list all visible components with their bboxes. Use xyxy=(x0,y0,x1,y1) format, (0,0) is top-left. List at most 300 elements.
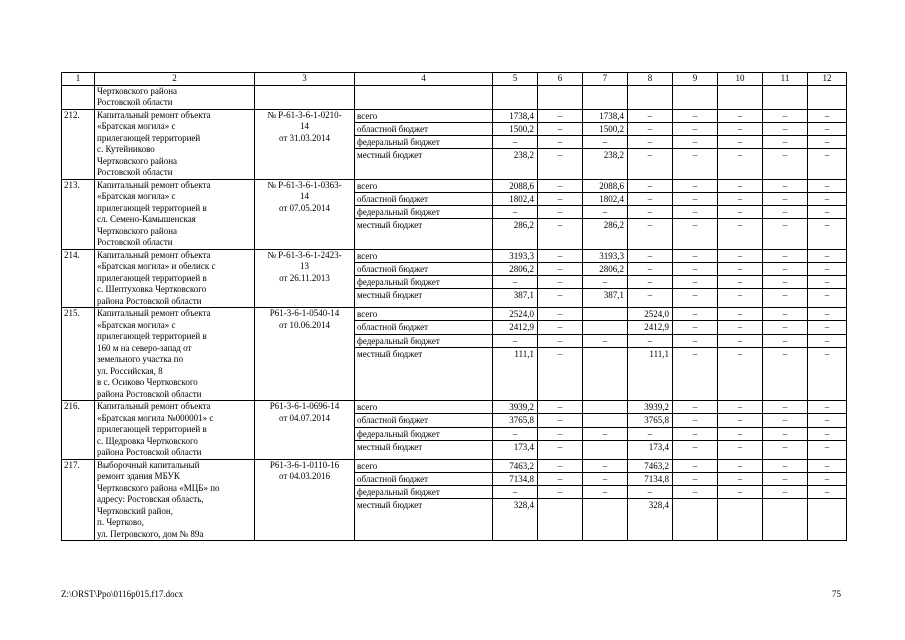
header-row xyxy=(62,73,847,86)
amount-value: – xyxy=(763,347,807,360)
amount-value: – xyxy=(763,262,807,275)
amount-value xyxy=(583,320,627,333)
header-cell: 9 xyxy=(673,73,718,86)
amount-value: – xyxy=(763,413,807,426)
header-cell: 6 xyxy=(538,73,583,86)
amount-value: – xyxy=(808,440,846,453)
header-cell: 3 xyxy=(255,73,355,86)
amount-value: – xyxy=(763,275,807,288)
amount-value: 173,4 xyxy=(493,440,537,453)
amount-value: 7463,2 xyxy=(509,460,534,471)
document-line: № Р-61-3-6-1-2423- xyxy=(267,249,342,260)
amount-cell xyxy=(673,249,718,308)
amount-cell xyxy=(583,179,628,249)
amount-cell xyxy=(808,401,847,460)
amount-value: – xyxy=(808,192,846,205)
amount-value: – xyxy=(808,427,846,440)
budget-label: всего xyxy=(357,250,378,261)
amount-value: – xyxy=(763,485,807,498)
amount-value: – xyxy=(538,218,582,231)
amount-value: – xyxy=(692,250,698,261)
amount-cell xyxy=(538,249,583,308)
amount-value: – xyxy=(628,288,672,301)
object-name-line: Капитальный ремонт объекта xyxy=(97,401,211,411)
object-name-line: прилегающей территорией xyxy=(97,132,201,143)
row-number-cell: 213. xyxy=(62,179,95,249)
amount-cell xyxy=(718,401,763,460)
amount-value: – xyxy=(673,122,717,135)
object-name-line: 160 м на северо-запад от xyxy=(97,342,192,353)
amount-cell xyxy=(538,109,583,179)
budget-label: областной бюджет xyxy=(355,472,492,485)
amount-value: – xyxy=(782,460,788,471)
document-cell xyxy=(255,308,355,401)
amount-cell xyxy=(808,308,847,401)
document-line: Р61-3-6-1-0696-14 xyxy=(269,401,340,411)
amount-value: – xyxy=(763,334,807,347)
object-name-line: Капитальный ремонт объекта xyxy=(97,179,211,190)
amount-cell xyxy=(718,179,763,249)
amount-value xyxy=(583,347,627,360)
amount-cell xyxy=(628,249,673,308)
amount-value: – xyxy=(763,288,807,301)
budget-label: областной бюджет xyxy=(355,192,492,205)
amount-value: – xyxy=(718,472,762,485)
header-cell: 4 xyxy=(355,73,493,86)
amount-value: – xyxy=(628,135,672,148)
amount-value: – xyxy=(628,218,672,231)
amount-value: 3939,2 xyxy=(509,402,534,412)
amount-value: 173,4 xyxy=(628,440,672,453)
object-name-line: Ростовской области xyxy=(97,237,173,247)
row-number-cell: 217. xyxy=(62,459,95,541)
amount-value: – xyxy=(673,192,717,205)
amount-cell xyxy=(628,459,673,541)
amount-value: – xyxy=(628,205,672,218)
empty-cell xyxy=(255,85,355,109)
amount-value: – xyxy=(782,402,788,412)
amount-value: 286,2 xyxy=(583,218,627,231)
page-number: 75 xyxy=(832,589,841,599)
amount-value: – xyxy=(763,472,807,485)
amount-value: 2412,9 xyxy=(628,320,672,333)
amount-value: – xyxy=(538,135,582,148)
amount-value: – xyxy=(673,205,717,218)
amount-value xyxy=(763,498,807,511)
amount-cell xyxy=(673,179,718,249)
amount-cell xyxy=(583,308,628,401)
amount-cell xyxy=(718,459,763,541)
object-name-line: Выборочный капитальный xyxy=(97,459,200,470)
amount-value: 286,2 xyxy=(493,218,537,231)
amount-value: 2088,6 xyxy=(599,180,624,191)
budget-label: местный бюджет xyxy=(355,148,492,161)
amount-value: – xyxy=(718,275,762,288)
amount-value: – xyxy=(718,413,762,426)
amount-value: – xyxy=(628,262,672,275)
budget-label: всего xyxy=(357,110,378,121)
object-name-cell xyxy=(95,179,255,249)
amount-cell xyxy=(673,459,718,541)
amount-value: – xyxy=(673,135,717,148)
amount-value: 328,4 xyxy=(628,498,672,511)
budget-cell xyxy=(355,179,493,249)
amount-cell xyxy=(493,179,538,249)
amount-value: – xyxy=(538,192,582,205)
budget-label: местный бюджет xyxy=(355,218,492,231)
amount-value: – xyxy=(673,275,717,288)
amount-value: – xyxy=(538,148,582,161)
amount-cell xyxy=(628,308,673,401)
empty-cell xyxy=(763,85,808,109)
amount-value: – xyxy=(718,262,762,275)
object-name-line: прилегающей территорией в xyxy=(97,202,207,213)
amount-value: 2806,2 xyxy=(493,262,537,275)
amount-value: – xyxy=(538,320,582,333)
amount-value: 1802,4 xyxy=(493,192,537,205)
amount-value xyxy=(583,498,627,511)
amount-value: – xyxy=(808,275,846,288)
amount-cell xyxy=(673,308,718,401)
budget-label: областной бюджет xyxy=(355,320,492,333)
document-line: от 31.03.2014 xyxy=(278,132,331,143)
header-cell: 1 xyxy=(62,73,95,86)
amount-value: – xyxy=(808,288,846,301)
table-row xyxy=(62,249,847,308)
amount-cell xyxy=(628,179,673,249)
amount-value: – xyxy=(718,288,762,301)
object-name-line: Капитальный ремонт объекта xyxy=(97,249,211,260)
amount-value xyxy=(583,308,627,320)
empty-cell xyxy=(583,85,628,109)
document-cell xyxy=(255,179,355,249)
amount-value: – xyxy=(692,110,698,121)
amount-value: 1500,2 xyxy=(493,122,537,135)
empty-cell xyxy=(62,85,95,109)
amount-value: – xyxy=(538,413,582,426)
amount-value: – xyxy=(583,472,627,485)
amount-value: – xyxy=(782,110,788,121)
amount-value xyxy=(583,401,627,413)
document-line: № Р-61-3-6-1-0210- xyxy=(267,109,342,120)
amount-cell xyxy=(583,109,628,179)
object-name-cell xyxy=(95,249,255,308)
amount-value: 238,2 xyxy=(493,148,537,161)
amount-value: 7134,8 xyxy=(493,472,537,485)
object-name-cell xyxy=(95,308,255,401)
object-name-line: с. Кутейниково xyxy=(97,144,155,154)
amount-value: – xyxy=(718,122,762,135)
amount-value: – xyxy=(692,309,698,319)
empty-cell xyxy=(538,85,583,109)
table-row xyxy=(62,109,847,179)
amount-value xyxy=(718,498,762,511)
amount-value: – xyxy=(808,334,846,347)
amount-value: – xyxy=(763,218,807,231)
amount-value: – xyxy=(647,180,653,191)
amount-value: – xyxy=(763,427,807,440)
amount-value: – xyxy=(538,347,582,360)
amount-value: – xyxy=(538,275,582,288)
amount-value: 1738,4 xyxy=(599,110,624,121)
amount-value: 2524,0 xyxy=(644,309,669,319)
object-name-line: района Ростовской области xyxy=(97,388,202,399)
amount-cell xyxy=(538,401,583,460)
amount-cell xyxy=(763,109,808,179)
amount-value: – xyxy=(673,413,717,426)
continuation-row xyxy=(62,85,847,109)
empty-cell xyxy=(808,85,847,109)
amount-value xyxy=(583,440,627,453)
budget-cell xyxy=(355,109,493,179)
data-table xyxy=(61,72,847,541)
amount-value: – xyxy=(763,440,807,453)
amount-value: – xyxy=(538,334,582,347)
amount-value: – xyxy=(673,472,717,485)
amount-value: – xyxy=(763,135,807,148)
amount-value: – xyxy=(737,250,743,261)
object-name-line: сл. Семено-Камышенская xyxy=(97,214,196,224)
amount-value: 3193,3 xyxy=(509,250,534,261)
amount-value: – xyxy=(493,334,537,347)
amount-value: – xyxy=(763,148,807,161)
continuation-name-cell xyxy=(95,85,255,109)
amount-value: – xyxy=(718,440,762,453)
amount-cell xyxy=(583,401,628,460)
empty-cell xyxy=(355,85,493,109)
amount-value: – xyxy=(808,122,846,135)
amount-value: – xyxy=(493,427,537,440)
header-cell: 11 xyxy=(763,73,808,86)
budget-label: федеральный бюджет xyxy=(355,485,492,498)
document-line: от 04.03.2016 xyxy=(278,471,331,481)
amount-value: – xyxy=(824,250,830,261)
table-row xyxy=(62,179,847,249)
amount-value: – xyxy=(538,262,582,275)
amount-cell xyxy=(808,179,847,249)
document-line: Р61-3-6-1-0540-14 xyxy=(269,308,340,318)
budget-label: всего xyxy=(357,180,378,191)
amount-cell xyxy=(493,459,538,541)
amount-value: – xyxy=(782,180,788,191)
amount-value: 3765,8 xyxy=(628,413,672,426)
header-cell: 8 xyxy=(628,73,673,86)
header-cell: 5 xyxy=(493,73,538,86)
object-name-line: ул. Петровского, дом № 89а xyxy=(97,528,204,539)
amount-cell xyxy=(493,109,538,179)
amount-cell xyxy=(493,401,538,460)
amount-value: – xyxy=(763,320,807,333)
object-name-line: земельного участка по xyxy=(97,354,184,364)
amount-value: 2524,0 xyxy=(509,309,534,319)
amount-value: 3193,3 xyxy=(599,250,624,261)
row-number-cell: 216. xyxy=(62,401,95,460)
document-line: 13 xyxy=(300,261,309,271)
empty-cell xyxy=(493,85,538,109)
amount-cell xyxy=(628,109,673,179)
object-name-line: Чертковского района xyxy=(97,225,178,236)
amount-value xyxy=(583,413,627,426)
amount-value: – xyxy=(602,460,608,471)
amount-cell xyxy=(808,109,847,179)
amount-value: – xyxy=(824,180,830,191)
budget-cell xyxy=(355,401,493,460)
amount-value: 2088,6 xyxy=(509,180,534,191)
amount-value: – xyxy=(628,122,672,135)
amount-cell xyxy=(538,308,583,401)
header-cell: 2 xyxy=(95,73,255,86)
document-line: от 26.11.2013 xyxy=(279,272,330,283)
amount-value: – xyxy=(557,309,563,319)
amount-value xyxy=(808,498,846,511)
amount-value: – xyxy=(808,472,846,485)
amount-value: – xyxy=(538,205,582,218)
object-name-line: ремонт здания МБУК xyxy=(97,471,180,481)
amount-value: – xyxy=(583,485,627,498)
amount-value: – xyxy=(493,275,537,288)
amount-value: 2806,2 xyxy=(583,262,627,275)
object-name-line: «Братская могила №000001» с xyxy=(97,412,214,423)
amount-value: – xyxy=(493,205,537,218)
amount-value: – xyxy=(737,180,743,191)
table-row xyxy=(62,459,847,541)
object-name-line: Ростовской области xyxy=(97,167,173,177)
amount-value: – xyxy=(718,320,762,333)
header-cell: 10 xyxy=(718,73,763,86)
amount-cell xyxy=(538,179,583,249)
amount-value: – xyxy=(673,288,717,301)
amount-value: – xyxy=(824,460,830,471)
object-name-cell xyxy=(95,401,255,460)
continuation-line: Чертковского района xyxy=(97,85,178,96)
document-line: от 04.07.2014 xyxy=(278,412,331,423)
budget-cell xyxy=(355,459,493,541)
amount-value: – xyxy=(718,485,762,498)
amount-value: – xyxy=(718,334,762,347)
amount-value: – xyxy=(824,402,830,412)
object-name-line: в с. Осиково Чертковского xyxy=(97,377,198,387)
object-name-line: п. Чертково, xyxy=(97,517,144,527)
object-name-line: Чертковского района «МЦБ» по xyxy=(97,482,220,493)
amount-value: – xyxy=(538,122,582,135)
header-cell: 7 xyxy=(583,73,628,86)
amount-value: – xyxy=(692,460,698,471)
amount-value: – xyxy=(628,148,672,161)
object-name-line: Чертковский район, xyxy=(97,505,173,516)
amount-value: – xyxy=(557,180,563,191)
amount-value: 111,1 xyxy=(493,347,537,360)
amount-cell xyxy=(628,401,673,460)
amount-value: – xyxy=(782,250,788,261)
budget-label: федеральный бюджет xyxy=(355,334,492,347)
amount-value: – xyxy=(824,110,830,121)
amount-value: – xyxy=(782,309,788,319)
empty-cell xyxy=(718,85,763,109)
amount-value: – xyxy=(538,440,582,453)
object-name-line: Чертковского района xyxy=(97,155,178,166)
document-cell xyxy=(255,401,355,460)
amount-value: 328,4 xyxy=(493,498,537,511)
amount-value: – xyxy=(673,427,717,440)
file-path: Z:\ORST\Ppo\0116p015.f17.docx xyxy=(61,589,184,599)
amount-cell xyxy=(493,249,538,308)
amount-value: – xyxy=(673,262,717,275)
budget-cell xyxy=(355,249,493,308)
object-name-line: района Ростовской области xyxy=(97,447,202,457)
object-name-line: Капитальный ремонт объекта xyxy=(97,308,211,318)
amount-value: – xyxy=(718,148,762,161)
amount-value: – xyxy=(692,180,698,191)
budget-label: областной бюджет xyxy=(355,413,492,426)
amount-value: 3939,2 xyxy=(644,402,669,412)
amount-value: – xyxy=(673,485,717,498)
amount-cell xyxy=(763,179,808,249)
amount-value: – xyxy=(557,110,563,121)
amount-value: – xyxy=(737,309,743,319)
amount-cell xyxy=(583,249,628,308)
budget-label: федеральный бюджет xyxy=(355,275,492,288)
object-name-line: с. Шептуховка Чертковского xyxy=(97,284,207,294)
object-name-line: прилегающей территорией в xyxy=(97,424,207,434)
object-name-line: с. Щедровка Чертковского xyxy=(97,435,198,446)
amount-value: – xyxy=(737,110,743,121)
amount-value: – xyxy=(692,402,698,412)
amount-cell xyxy=(763,249,808,308)
amount-value: – xyxy=(808,148,846,161)
amount-value: – xyxy=(493,135,537,148)
amount-value: – xyxy=(718,192,762,205)
amount-value: – xyxy=(808,485,846,498)
document-cell xyxy=(255,249,355,308)
budget-label: местный бюджет xyxy=(355,288,492,301)
amount-value: – xyxy=(808,135,846,148)
amount-value: 1738,4 xyxy=(509,110,534,121)
object-name-line: Капитальный ремонт объекта xyxy=(97,109,211,120)
amount-value: – xyxy=(718,427,762,440)
document-cell xyxy=(255,459,355,541)
amount-value: 387,1 xyxy=(493,288,537,301)
amount-value: – xyxy=(583,427,627,440)
object-name-line: района Ростовской области xyxy=(97,295,202,306)
document-line: Р61-3-6-1-0110-16 xyxy=(269,459,340,470)
budget-label: федеральный бюджет xyxy=(355,135,492,148)
amount-cell xyxy=(763,308,808,401)
amount-value: 1500,2 xyxy=(583,122,627,135)
amount-value: – xyxy=(628,192,672,205)
amount-value: – xyxy=(718,218,762,231)
row-number-cell: 215. xyxy=(62,308,95,401)
amount-value: – xyxy=(628,427,672,440)
amount-value: – xyxy=(673,347,717,360)
amount-value: – xyxy=(557,402,563,412)
amount-value: – xyxy=(808,413,846,426)
amount-cell xyxy=(718,109,763,179)
empty-cell xyxy=(628,85,673,109)
document-line: от 10.06.2014 xyxy=(278,319,331,330)
amount-value: – xyxy=(538,427,582,440)
amount-value: – xyxy=(673,320,717,333)
amount-value: 2412,9 xyxy=(493,320,537,333)
continuation-line: Ростовской области xyxy=(97,97,173,107)
amount-value: 111,1 xyxy=(628,347,672,360)
amount-cell xyxy=(718,308,763,401)
budget-label: всего xyxy=(357,309,378,319)
document-line: 14 xyxy=(300,121,309,131)
amount-value xyxy=(673,498,717,511)
amount-value: – xyxy=(628,485,672,498)
amount-value: – xyxy=(808,205,846,218)
amount-value: – xyxy=(673,218,717,231)
